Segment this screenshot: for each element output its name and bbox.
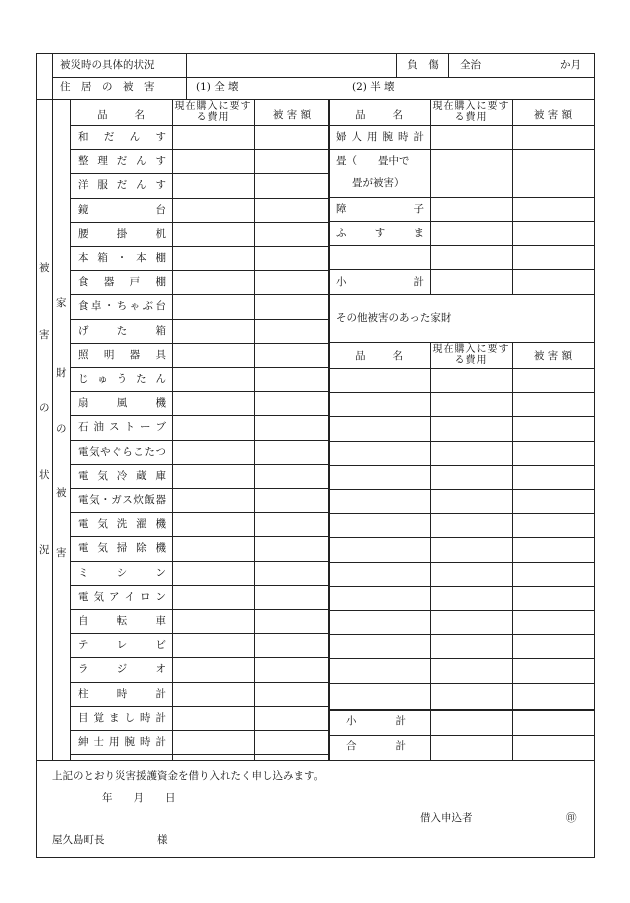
item-label-left-char: レ <box>116 639 128 652</box>
item-label-right-shoji <box>336 204 424 215</box>
item-label-left-char: 濯 <box>136 518 147 531</box>
item-label-left-char: げ <box>78 324 89 337</box>
item-label-left-char: 本 <box>78 252 89 264</box>
item-label-left-char: 時 <box>140 711 151 724</box>
item-label-left-char: 洋 <box>78 179 89 192</box>
injury-value: 全治 <box>460 59 481 71</box>
subtotal-label-1 <box>336 277 424 288</box>
col-damage-header-left: 被 害 額 <box>272 109 312 121</box>
item-label-left-char: ち <box>116 300 128 313</box>
item-label-right-watch-char: 腕 <box>382 131 393 143</box>
item-label-left <box>78 350 166 361</box>
item-label-right-fusuma-char: ま <box>413 227 424 239</box>
item-label-left-char: 転 <box>116 615 128 627</box>
addressee-line: 屋久島町長 様 <box>52 834 168 846</box>
col-damage-header-right: 被 害 額 <box>533 109 573 121</box>
item-label-left-char: 計 <box>155 736 166 748</box>
item-label-left-char: 食 <box>78 276 89 289</box>
item-label-left-char: ジ <box>116 663 128 676</box>
item-label-left-char: ・ <box>103 300 115 313</box>
item-label-left-char: 風 <box>116 397 128 410</box>
item-label-left-char: 扇 <box>78 397 89 410</box>
item-label-left-char: 具 <box>155 348 166 361</box>
item-label-left-char: 電 <box>78 518 89 531</box>
item-label-left-char: ・ <box>100 494 111 506</box>
item-label-right-watch-char: 婦 <box>336 131 347 143</box>
item-label-right-fusuma-char: す <box>374 227 386 239</box>
item-label-left <box>78 205 166 216</box>
item-label-left-char: ー <box>140 421 151 434</box>
item-label-left-char: 目 <box>78 711 89 724</box>
item-label-left-char: 柱 <box>78 687 89 700</box>
outer-label-char: 状 <box>39 469 50 481</box>
item-label-left-char: 掛 <box>116 227 128 240</box>
item-label-left-char: 冷 <box>116 469 128 482</box>
item-label-left-char: イ <box>124 590 135 603</box>
item-label-left-char: 電 <box>78 445 89 458</box>
situation-label: 被災時の具体的状況 <box>60 59 155 71</box>
item-label-left-char: 気 <box>97 542 108 555</box>
item-label-right-watch <box>336 132 424 143</box>
item-label-left-char: 和 <box>78 131 89 143</box>
item-label-left-char: ブ <box>155 421 166 434</box>
other-items-label: その他被害のあった家財 <box>336 312 452 324</box>
item-label-left-char: ん <box>155 373 166 385</box>
item-label-left-char: 腰 <box>78 227 89 240</box>
item-label-left-char: 時 <box>140 736 151 748</box>
item-label-left-char: ガ <box>111 494 122 506</box>
item-label-left-char: ン <box>155 590 166 603</box>
item-label-left-char: ぐ <box>111 445 122 458</box>
item-label-right-fusuma <box>336 228 424 239</box>
item-label-left <box>78 301 166 312</box>
item-label-left-char: 服 <box>97 179 108 192</box>
item-label-left <box>78 664 166 675</box>
item-label-left-char: た <box>136 373 147 385</box>
item-label-left-char: ん <box>129 131 141 143</box>
subtotal-label-2-char: 計 <box>395 715 406 727</box>
seal-mark: ㊞ <box>566 812 577 824</box>
item-label-left-char: 気 <box>97 469 108 482</box>
item-label-left-char: テ <box>78 639 89 652</box>
item-label-left-char: 本 <box>136 252 147 264</box>
col-cost-header-right: 現在購入に要する費用 <box>432 101 510 123</box>
item-label-left-char: 机 <box>155 227 166 240</box>
inner-label-char: 被 <box>56 487 67 499</box>
subtotal-label-2 <box>346 716 406 727</box>
item-label-left-char: 用 <box>109 736 120 748</box>
item-label-right-shoji-char: 子 <box>413 203 424 215</box>
item-label-left <box>78 592 166 603</box>
inner-label-char: 害 <box>56 547 67 559</box>
item-label-left-char: 機 <box>155 397 166 410</box>
item-label-right-watch-char: 時 <box>398 131 409 143</box>
item-label-left-char: ゅ <box>97 373 108 385</box>
item-label-left-char: 明 <box>103 348 115 361</box>
item-label-left-char: 気 <box>89 445 100 458</box>
outer-label-char: 被 <box>39 262 50 274</box>
statement-text: 上記のとおり災害援護資金を借り入れたく申し込みます。 <box>52 770 325 782</box>
item-label-left-char: ら <box>122 445 133 458</box>
item-label-left <box>78 132 166 143</box>
item-label-left-char: 計 <box>155 687 166 700</box>
item-label-left <box>78 616 166 627</box>
item-label-left-char: す <box>155 179 166 192</box>
item-label-left-char: 卓 <box>90 300 102 313</box>
item-label-left <box>78 229 166 240</box>
item-label-left-char: 除 <box>136 542 147 555</box>
item-label-left-char: ス <box>109 421 120 434</box>
item-label-left-char: ミ <box>78 566 89 579</box>
item-label-left-char: 器 <box>103 276 115 289</box>
option-half: (2) 半 壊 <box>352 81 395 93</box>
item-label-left <box>78 689 166 700</box>
item-label-left-char: 理 <box>97 155 108 168</box>
outer-label-char: 況 <box>39 544 50 556</box>
item-label-left-char: 石 <box>78 421 89 434</box>
item-label-left-char: 士 <box>93 736 104 748</box>
item-label-right-tatami-1: 畳（ 畳中で <box>336 155 410 167</box>
item-label-left <box>78 422 166 433</box>
col-damage-header-right-2: 被 害 額 <box>533 350 573 362</box>
injury-label: 負 傷 <box>407 59 439 71</box>
col-item-header-right-2: 品 名 <box>355 350 405 362</box>
item-label-left-char: 電 <box>78 494 89 506</box>
subtotal-label-2-char: 小 <box>346 715 357 727</box>
item-label-left-char: ビ <box>155 639 166 652</box>
item-label-left-char: 箱 <box>97 252 108 264</box>
item-label-left-char: 機 <box>155 542 166 555</box>
item-label-left <box>78 277 166 288</box>
item-label-left-char: ア <box>109 590 120 603</box>
item-label-left-char: ぶ <box>142 300 154 313</box>
item-label-left-char: オ <box>155 663 166 676</box>
item-label-left-char: 時 <box>116 687 128 700</box>
item-label-left-char: た <box>144 445 155 458</box>
item-label-left-char: だ <box>116 155 128 168</box>
outer-label-char: 害 <box>39 329 50 341</box>
item-label-left-char: う <box>116 373 128 385</box>
item-label-left-char: 腕 <box>124 736 135 748</box>
item-label-left <box>78 713 166 724</box>
inner-label-char: の <box>56 423 67 435</box>
col-item-header-right: 品 名 <box>355 109 405 121</box>
item-label-left-char: 台 <box>155 203 166 216</box>
item-label-left-char: つ <box>155 445 166 458</box>
item-label-left <box>78 447 166 458</box>
house-damage-label: 住 居 の 被 害 <box>60 81 155 93</box>
item-label-left-char: 計 <box>155 711 166 724</box>
item-label-left-char: 油 <box>93 421 104 434</box>
item-label-left-char: 鏡 <box>78 203 89 216</box>
item-label-left-char: 電 <box>78 542 89 555</box>
item-label-left-char: 覚 <box>93 711 104 724</box>
item-label-left-char: 電 <box>78 590 89 603</box>
item-label-left-char: こ <box>133 445 144 458</box>
item-label-left-char: 掃 <box>116 542 128 555</box>
item-label-left-char: 飯 <box>144 494 155 506</box>
item-label-left-char: 気 <box>97 518 108 531</box>
item-label-left <box>78 519 166 530</box>
item-label-left-char: 気 <box>89 494 100 506</box>
item-label-left-char: 戸 <box>129 276 141 289</box>
item-label-left-char: す <box>155 131 166 143</box>
item-label-left-char: ス <box>122 494 133 506</box>
item-label-left-char: 洗 <box>116 518 128 531</box>
item-label-left-char: 電 <box>78 469 89 482</box>
total-label-char: 合 <box>346 740 357 752</box>
col-item-header-left: 品 名 <box>97 109 147 121</box>
item-label-left-char: 棚 <box>155 276 166 289</box>
item-label-left <box>78 495 166 506</box>
option-full: (1) 全 壊 <box>196 81 239 93</box>
item-label-left-char: 紳 <box>78 736 89 748</box>
item-label-left <box>78 156 166 167</box>
item-label-left-char: じ <box>78 373 89 385</box>
item-label-right-fusuma-char: ふ <box>336 227 347 239</box>
item-label-left-char: ま <box>109 711 120 724</box>
item-label-left-char: 蔵 <box>136 469 147 482</box>
item-label-left <box>78 180 166 191</box>
item-label-left-char: ラ <box>78 663 89 676</box>
item-label-left-char: 器 <box>155 494 166 506</box>
item-label-left-char: ト <box>124 421 135 434</box>
total-label <box>346 741 406 752</box>
item-label-left-char: ゃ <box>129 300 141 313</box>
item-label-left-char: 整 <box>78 155 89 168</box>
item-label-left-char: ロ <box>140 590 151 603</box>
total-label-char: 計 <box>395 740 406 752</box>
col-cost-header-right-2: 現在購入に要する費用 <box>432 344 510 366</box>
item-label-left-char: 車 <box>155 615 166 627</box>
injury-unit: か月 <box>560 59 581 71</box>
item-label-left-char: 炊 <box>133 494 144 506</box>
applicant-label: 借入申込者 <box>420 812 473 824</box>
item-label-left-char: 棚 <box>155 252 166 264</box>
item-label-left-char: ん <box>136 155 147 168</box>
item-label-right-watch-char: 計 <box>413 131 424 143</box>
item-label-left <box>78 568 166 579</box>
item-label-left-char: 照 <box>78 348 89 361</box>
item-label-left-char: ・ <box>116 252 128 264</box>
item-label-left <box>78 543 166 554</box>
item-label-left-char: 台 <box>155 300 166 313</box>
item-label-right-watch-char: 人 <box>351 131 362 143</box>
date-line: 年 月 日 <box>102 792 176 804</box>
item-label-left-char: た <box>116 324 128 337</box>
col-cost-header-left: 現在購入に要する費用 <box>174 101 252 123</box>
item-label-left <box>78 253 166 264</box>
item-label-left-char: シ <box>116 566 128 579</box>
item-label-left-char: 気 <box>93 590 104 603</box>
item-label-left-char: や <box>100 445 111 458</box>
item-label-left-char: ン <box>155 566 166 579</box>
item-label-left-char: だ <box>116 179 128 192</box>
item-label-left-char: だ <box>103 131 115 143</box>
item-label-left-char: 庫 <box>155 469 166 482</box>
item-label-left-char: 器 <box>129 348 141 361</box>
item-label-left-char: 食 <box>78 300 89 313</box>
item-label-left-char: し <box>124 711 135 724</box>
item-label-right-shoji-char: 障 <box>336 203 347 215</box>
item-label-left <box>78 326 166 337</box>
item-label-left <box>78 737 166 748</box>
subtotal-label-1-char: 小 <box>336 276 347 288</box>
item-label-left <box>78 374 166 385</box>
item-label-right-tatami-2: 畳が被害） <box>352 177 405 189</box>
item-label-left <box>78 398 166 409</box>
inner-label-char: 家 <box>56 297 67 309</box>
item-label-left <box>78 471 166 482</box>
inner-label-char: 財 <box>56 367 67 379</box>
item-label-left <box>78 640 166 651</box>
item-label-left-char: 箱 <box>155 324 166 337</box>
outer-label-char: の <box>39 402 50 414</box>
subtotal-label-1-char: 計 <box>413 276 424 288</box>
item-label-left-char: す <box>155 155 166 168</box>
item-label-left-char: ん <box>136 179 147 192</box>
item-label-left-char: 機 <box>155 518 166 531</box>
item-label-right-watch-char: 用 <box>367 131 378 143</box>
item-label-left-char: 自 <box>78 615 89 627</box>
